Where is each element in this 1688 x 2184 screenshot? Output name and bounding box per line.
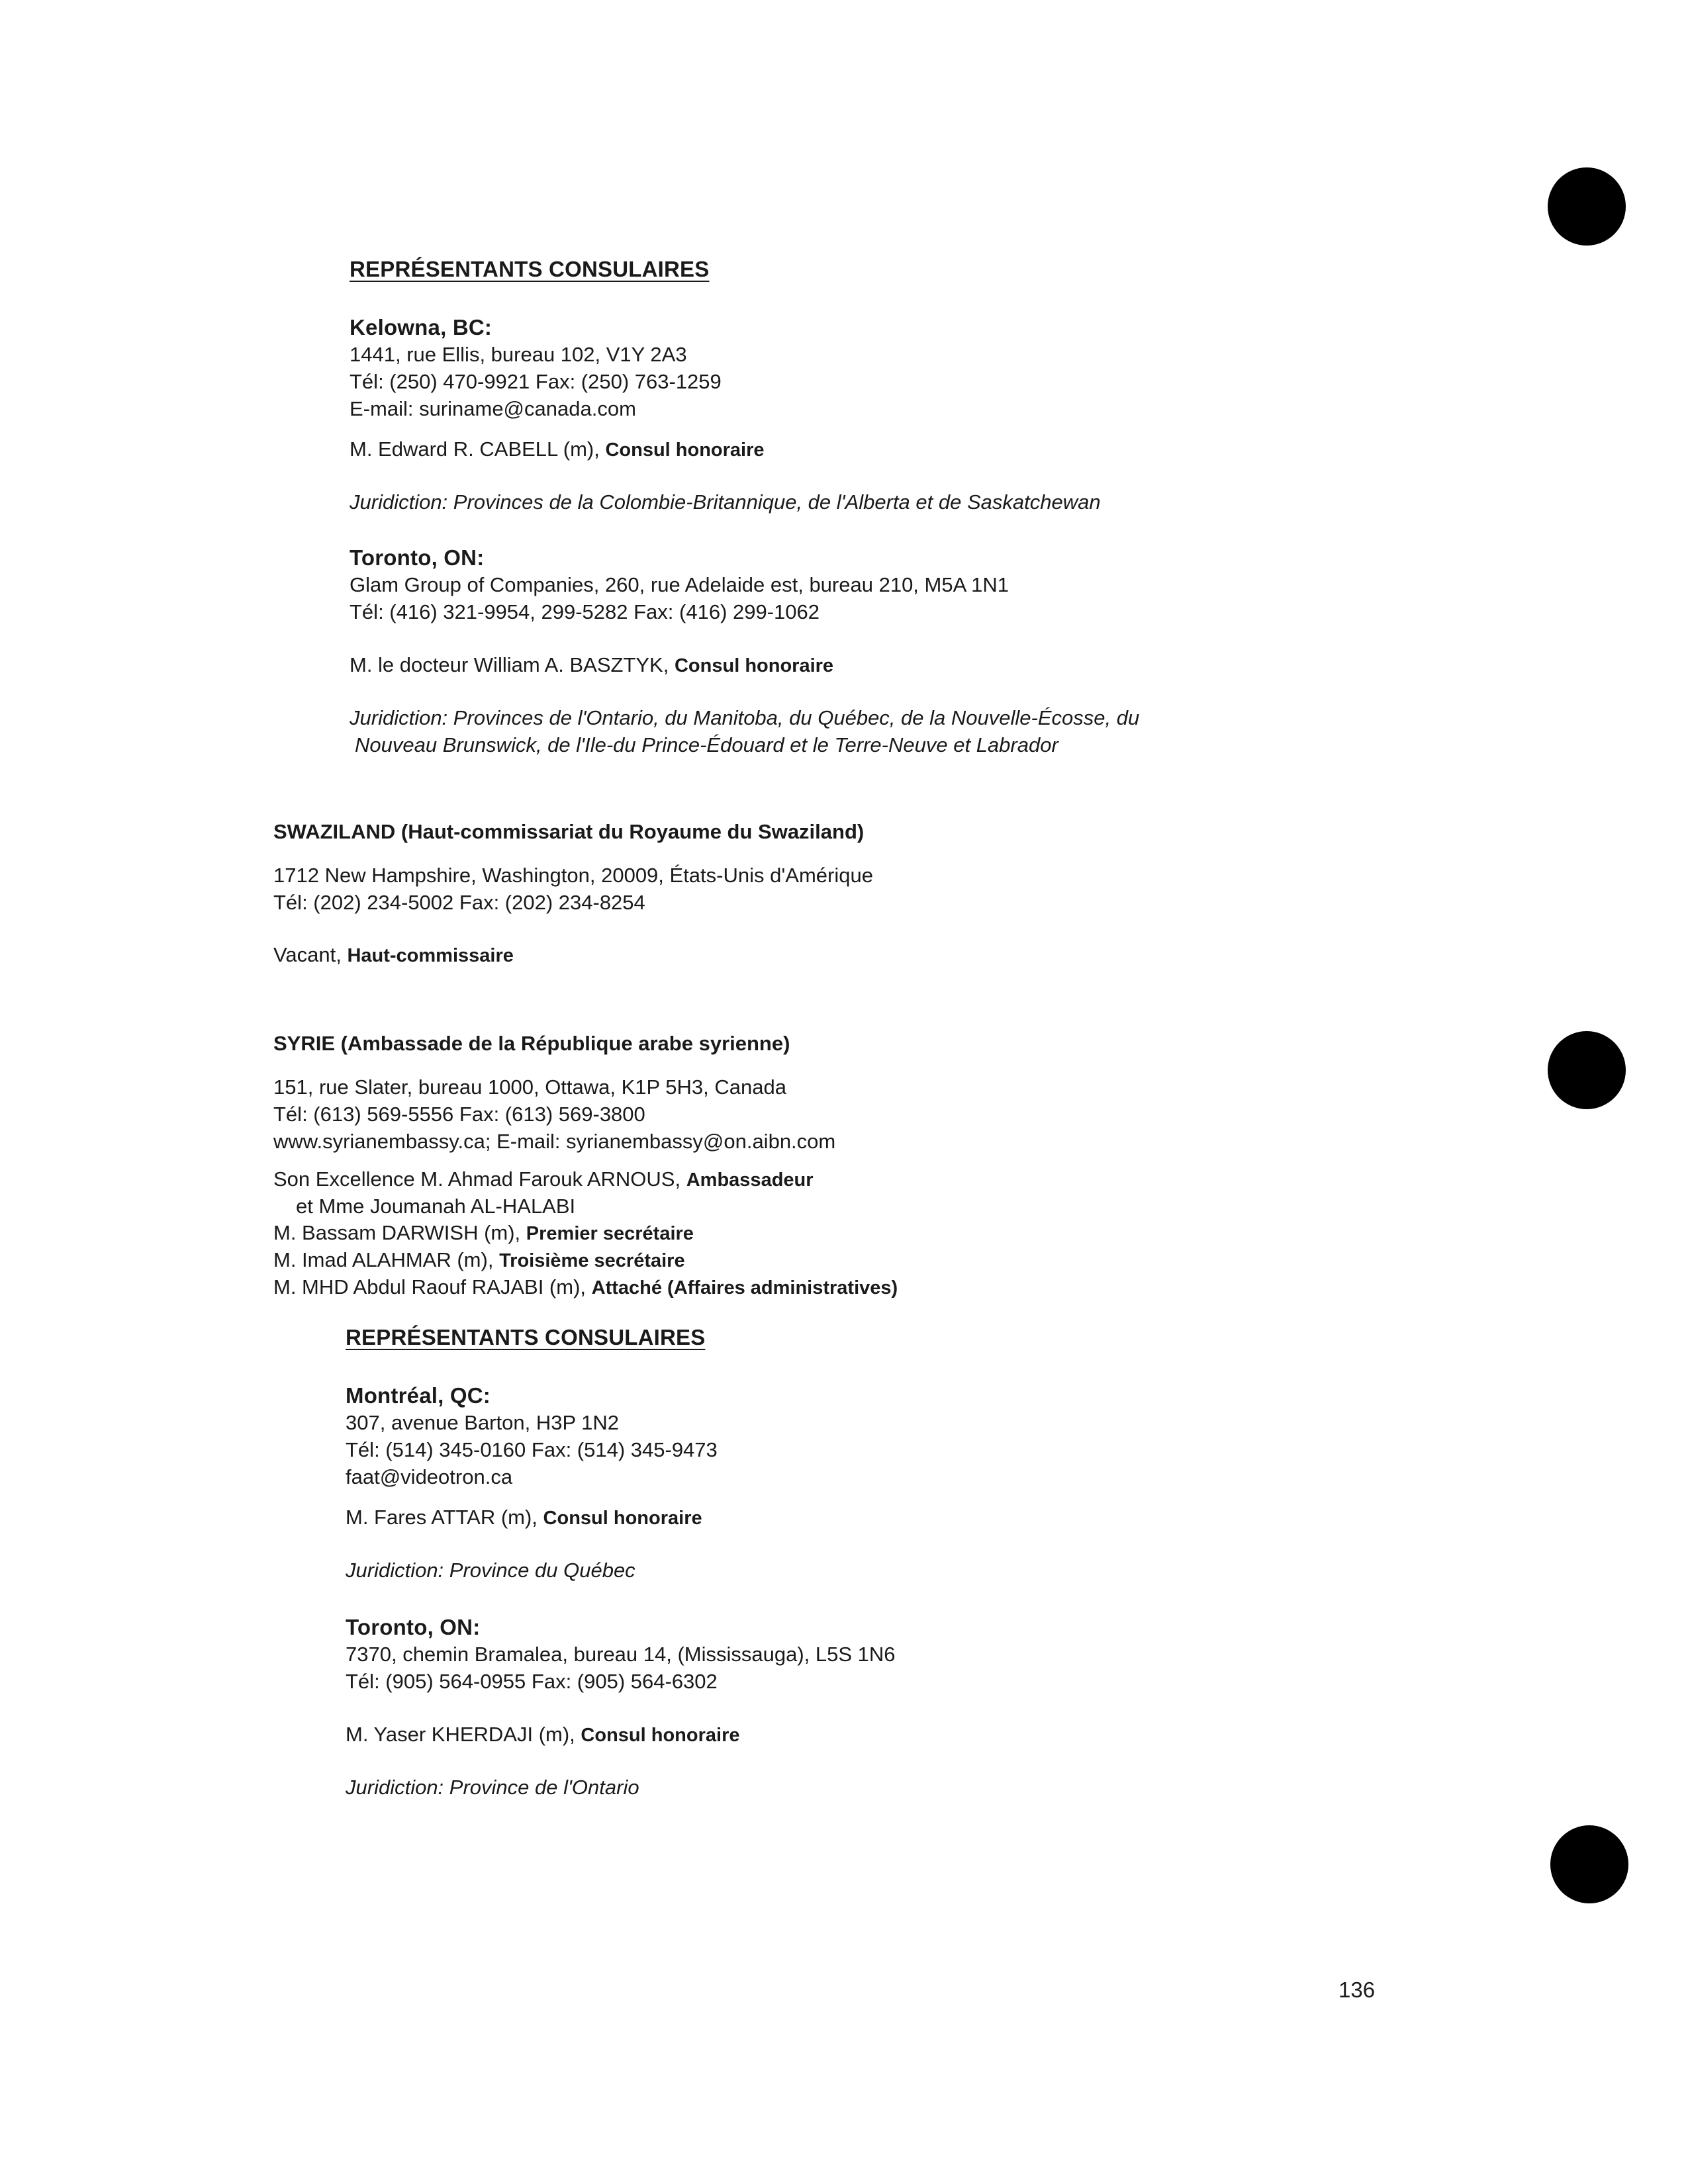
person-name: M. Fares ATTAR (m), (346, 1506, 538, 1529)
country-title: SYRIE (Ambassade de la République arabe syrienne) (273, 1032, 790, 1055)
swaziland-entry (273, 818, 864, 845)
staff-name: M. Imad ALAHMAR (m), (273, 1248, 494, 1271)
jurisdiction-line-1: Juridiction: Provinces de l'Ontario, du Manitoba, du Québec, de la Nouvelle-Écosse, du (350, 706, 1140, 729)
phone-fax: Tél: (250) 470-9921 Fax: (250) 763-1259 (350, 370, 722, 393)
kelowna-person (350, 435, 765, 464)
phone-fax: Tél: (202) 234-5002 Fax: (202) 234-8254 (273, 891, 645, 914)
staff-row (273, 1220, 898, 1247)
swaziland-contact (273, 862, 873, 916)
address: Glam Group of Companies, 260, rue Adelaide est, bureau 210, M5A 1N1 (350, 573, 1009, 596)
syrie-staff (273, 1166, 898, 1301)
staff-name: Son Excellence M. Ahmad Farouk ARNOUS, (273, 1167, 681, 1191)
staff-row (273, 1193, 898, 1220)
staff-title: Attaché (Affaires administratives) (591, 1277, 898, 1298)
punch-hole-bottom (1550, 1825, 1628, 1903)
consular-representatives-section-1 (350, 255, 709, 283)
web-email: www.syrianembassy.ca; E-mail: syrianembassy@on.aibn.com (273, 1130, 836, 1153)
toronto-person-1 (350, 651, 833, 680)
address: 7370, chemin Bramalea, bureau 14, (Mississauga), L5S 1N6 (346, 1643, 896, 1666)
phone-fax: Tél: (514) 345-0160 Fax: (514) 345-9473 (346, 1438, 718, 1461)
consular-representatives-section-2 (346, 1324, 705, 1351)
person-title: Consul honoraire (543, 1508, 702, 1529)
punch-hole-top (1548, 167, 1626, 246)
staff-name: M. MHD Abdul Raouf RAJABI (m), (273, 1275, 586, 1298)
section-heading: REPRÉSENTANTS CONSULAIRES (350, 257, 710, 281)
toronto-jurisdiction-1 (350, 704, 1139, 758)
phone-fax: Tél: (416) 321-9954, 299-5282 Fax: (416) 299-1062 (350, 600, 820, 623)
address: 1712 New Hampshire, Washington, 20009, États-Unis d'Amérique (273, 864, 873, 887)
montreal-entry (346, 1382, 718, 1490)
city-label: Toronto, ON: (346, 1615, 481, 1639)
address: 307, avenue Barton, H3P 1N2 (346, 1411, 620, 1434)
section-heading: REPRÉSENTANTS CONSULAIRES (346, 1325, 706, 1349)
staff-row (273, 1247, 898, 1274)
email: faat@videotron.ca (346, 1465, 513, 1488)
punch-hole-middle (1548, 1031, 1626, 1109)
person-title: Consul honoraire (605, 439, 765, 461)
person-title: Consul honoraire (581, 1725, 740, 1746)
swaziland-person (273, 941, 514, 970)
email: E-mail: suriname@canada.com (350, 397, 636, 420)
toronto-person-2 (346, 1721, 740, 1749)
staff-name: M. Bassam DARWISH (m), (273, 1221, 521, 1244)
syrie-contact (273, 1073, 835, 1155)
phone-fax: Tél: (905) 564-0955 Fax: (905) 564-6302 (346, 1670, 718, 1693)
syrie-entry (273, 1030, 790, 1057)
staff-name: et Mme Joumanah AL-HALABI (296, 1195, 576, 1218)
toronto-jurisdiction-2 (346, 1774, 639, 1801)
city-label: Montréal, QC: (346, 1383, 491, 1408)
page-number: 136 (1338, 1978, 1376, 2002)
person-name: Vacant, (273, 943, 342, 966)
jurisdiction: Juridiction: Provinces de la Colombie-Britannique, de l'Alberta et de Saskatchewan (350, 490, 1101, 514)
person-name: M. Edward R. CABELL (m), (350, 437, 600, 461)
person-title: Haut-commissaire (347, 945, 514, 966)
staff-row (273, 1274, 898, 1301)
staff-row (273, 1166, 898, 1193)
person-name: M. le docteur William A. BASZTYK, (350, 653, 669, 676)
montreal-jurisdiction (346, 1557, 635, 1584)
montreal-person (346, 1504, 702, 1532)
toronto-entry-1 (350, 544, 1009, 625)
jurisdiction-line-2: Nouveau Brunswick, de l'Ile-du Prince-Édouard et le Terre-Neuve et Labrador (355, 733, 1058, 756)
staff-title: Ambassadeur (686, 1169, 814, 1191)
kelowna-jurisdiction (350, 488, 1101, 516)
phone-fax: Tél: (613) 569-5556 Fax: (613) 569-3800 (273, 1103, 645, 1126)
staff-title: Troisième secrétaire (499, 1250, 685, 1271)
jurisdiction: Juridiction: Province de l'Ontario (346, 1776, 639, 1799)
person-name: M. Yaser KHERDAJI (m), (346, 1723, 575, 1746)
city-label: Kelowna, BC: (350, 315, 492, 340)
toronto-entry-2 (346, 1614, 896, 1695)
address: 151, rue Slater, bureau 1000, Ottawa, K1P 5H3, Canada (273, 1075, 786, 1099)
person-title: Consul honoraire (674, 655, 834, 676)
country-title: SWAZILAND (Haut-commissariat du Royaume du Swaziland) (273, 820, 865, 843)
kelowna-entry (350, 314, 722, 422)
address: 1441, rue Ellis, bureau 102, V1Y 2A3 (350, 343, 687, 366)
city-label: Toronto, ON: (350, 545, 485, 570)
jurisdiction: Juridiction: Province du Québec (346, 1559, 635, 1582)
staff-title: Premier secrétaire (526, 1223, 694, 1244)
